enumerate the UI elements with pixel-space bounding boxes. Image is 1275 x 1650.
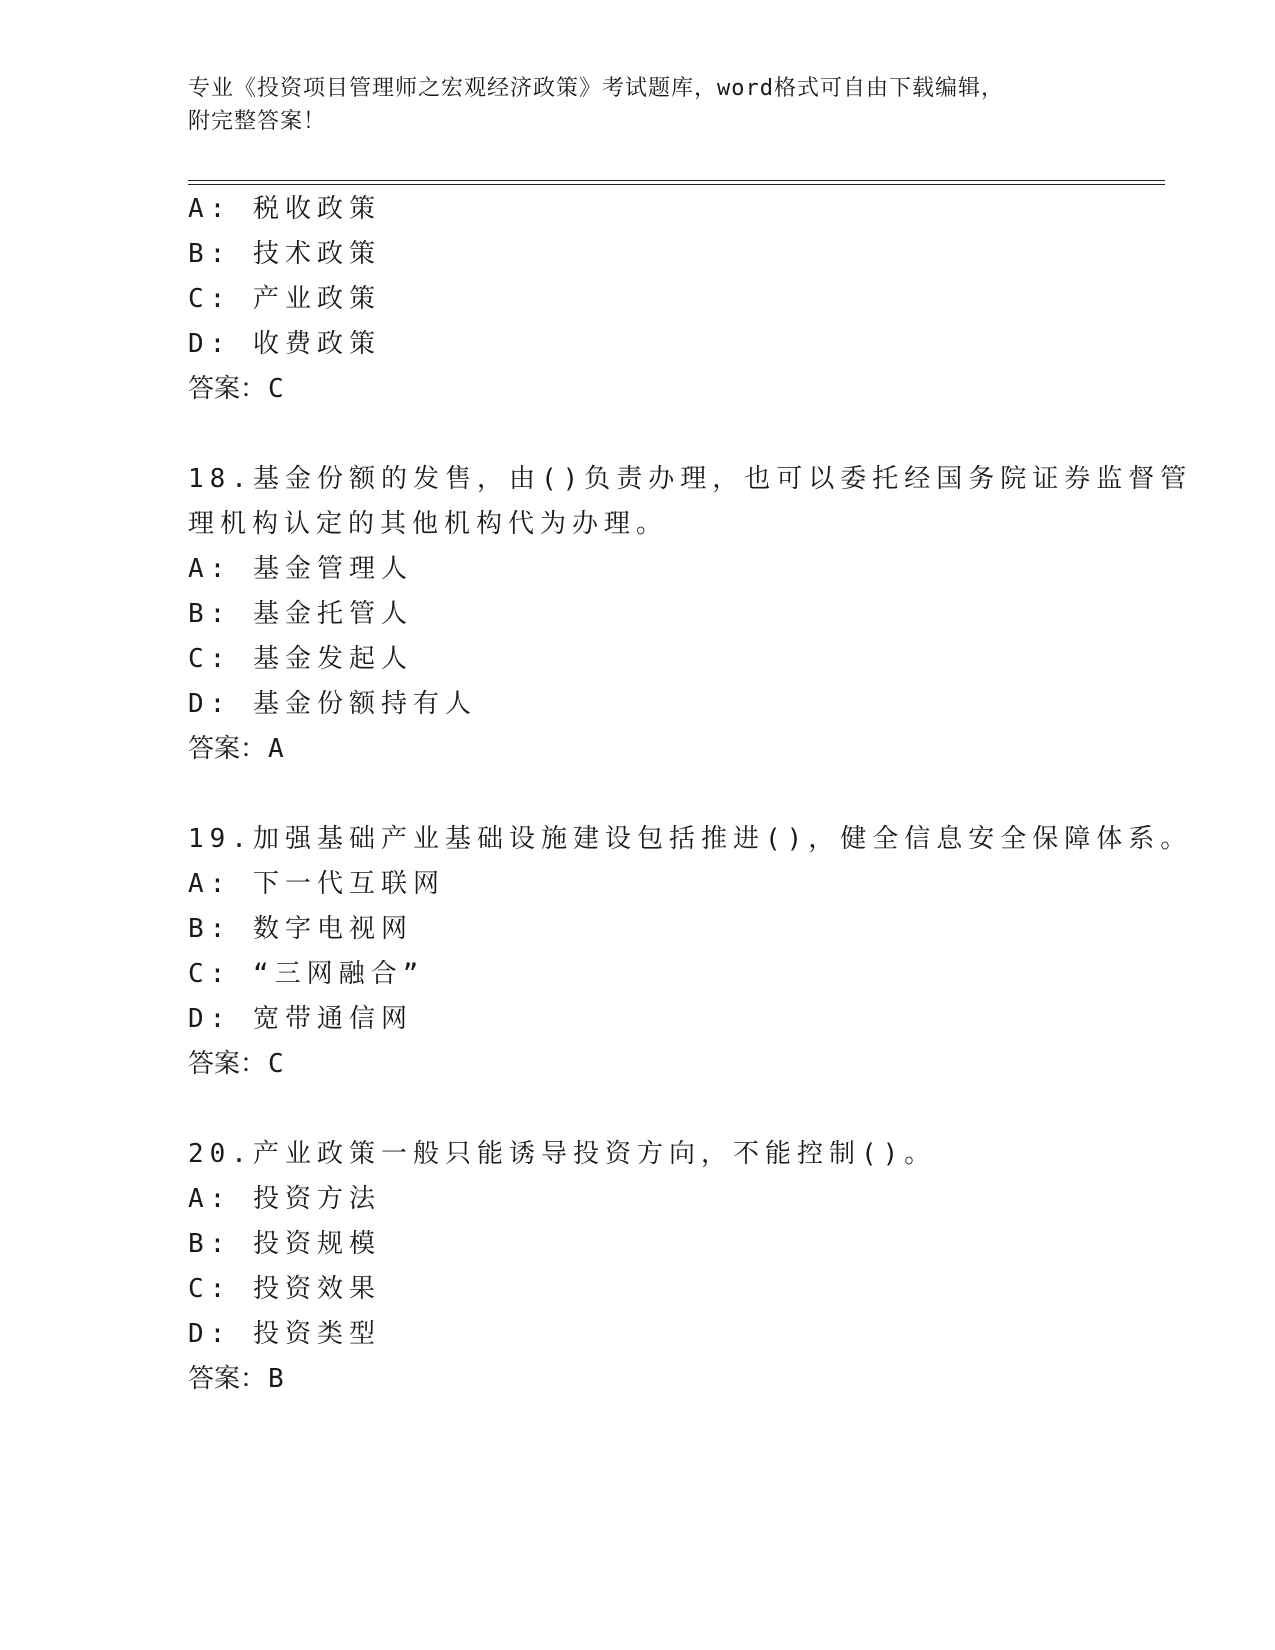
header-line-1: 专业《投资项目管理师之宏观经济政策》考试题库，word格式可自由下载编辑， — [188, 76, 1004, 101]
header-line-2: 附完整答案！ — [188, 109, 327, 134]
q19-stem-line-1: 19.加强基础产业基础设施建设包括推进()，健全信息安全保障体系。 — [188, 824, 1193, 854]
answer-value: A — [268, 734, 285, 764]
q17-option-d: D: 收费政策 — [188, 329, 381, 359]
q19-option-b: B: 数字电视网 — [188, 914, 413, 944]
q19-option-a: A: 下一代互联网 — [188, 869, 445, 899]
q18-answer — [188, 734, 285, 764]
q18-stem-line-2: 理机构认定的其他机构代为办理。 — [188, 509, 669, 539]
answer-value: B — [268, 1364, 285, 1394]
answer-label: 答案： — [188, 734, 267, 764]
q20-option-d: D: 投资类型 — [188, 1319, 381, 1349]
document-header — [188, 72, 1088, 138]
answer-label: 答案： — [188, 1364, 267, 1394]
q18-option-d: D: 基金份额持有人 — [188, 689, 477, 719]
q20-option-c: C: 投资效果 — [188, 1274, 381, 1304]
header-rule-top — [188, 180, 1165, 181]
q20-answer — [188, 1364, 285, 1394]
q17-option-b: B: 技术政策 — [188, 239, 381, 269]
answer-label: 答案： — [188, 1049, 267, 1079]
q17-option-a: A: 税收政策 — [188, 194, 381, 224]
q19-option-d: D: 宽带通信网 — [188, 1004, 413, 1034]
answer-value: C — [268, 1049, 285, 1079]
answer-value: C — [268, 374, 285, 404]
q18-stem-line-1: 18.基金份额的发售，由()负责办理，也可以委托经国务院证券监督管 — [188, 464, 1193, 494]
answer-label: 答案： — [188, 374, 267, 404]
q19-answer — [188, 1049, 285, 1079]
q17-option-c: C: 产业政策 — [188, 284, 381, 314]
q18-option-c: C: 基金发起人 — [188, 644, 413, 674]
header-rule-bottom — [188, 184, 1165, 185]
q19-option-c: C: “三网融合” — [188, 959, 425, 989]
q20-option-b: B: 投资规模 — [188, 1229, 381, 1259]
q20-option-a: A: 投资方法 — [188, 1184, 381, 1214]
q17-answer — [188, 374, 285, 404]
q18-option-a: A: 基金管理人 — [188, 554, 413, 584]
q20-stem-line-1: 20.产业政策一般只能诱导投资方向，不能控制()。 — [188, 1139, 937, 1169]
q18-option-b: B: 基金托管人 — [188, 599, 413, 629]
